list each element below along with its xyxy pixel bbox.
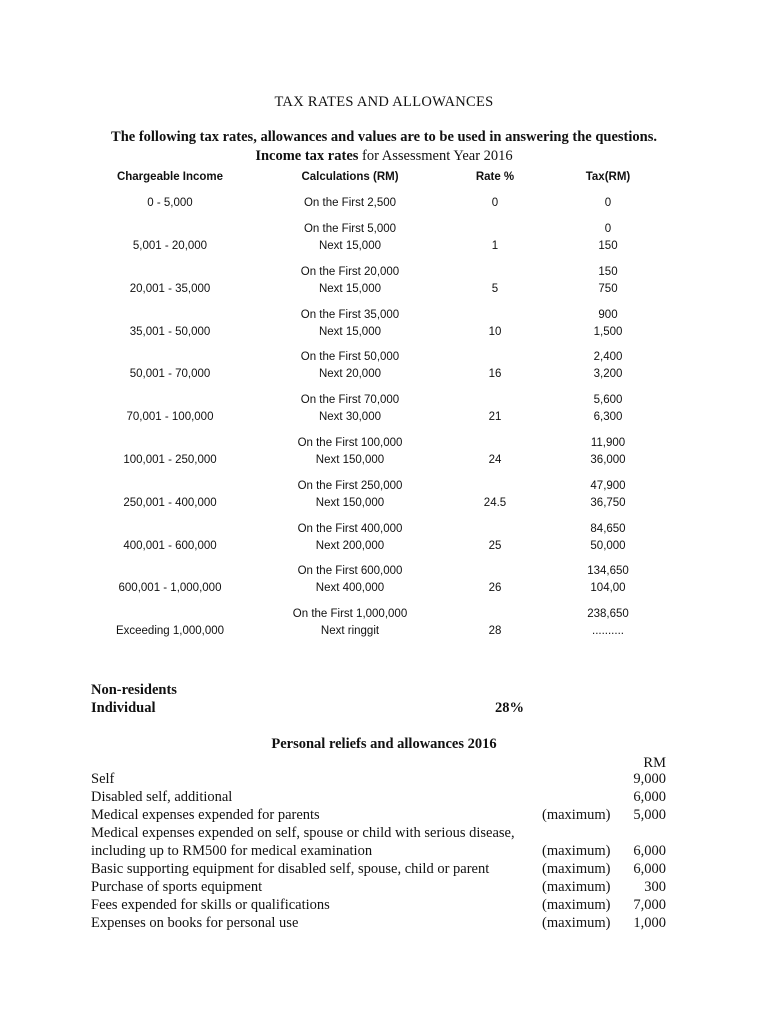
income-band: 250,001 - 400,000 [123,496,217,509]
non-residents-label: Non-residents [91,682,177,698]
header-tax: Tax(RM) [585,171,631,183]
income-band: 0 - 5,000 [147,197,193,209]
calculation-line: On the First 5,000 [303,223,397,235]
tax-value: 11,900 [590,437,626,449]
individual-label: Individual [91,700,156,716]
relief-qualifier: (maximum) [542,915,611,931]
income-band: 600,001 - 1,000,000 [118,582,222,595]
calculation-line: Next 150,000 [315,454,385,466]
subtitle-rest: for Assessment Year 2016 [362,148,513,164]
calculation-line: On the First 50,000 [300,351,400,364]
calculation-line: Next 15,000 [318,240,381,252]
tax-value: 84,650 [590,522,626,535]
relief-label: including up to RM500 for medical examination [91,843,373,859]
relief-label: Self [91,771,115,787]
table-subtitle [0,148,768,165]
relief-qualifier: (maximum) [542,861,611,877]
income-band: 70,001 - 100,000 [126,411,214,424]
calculation-line: Next 400,000 [315,582,385,595]
relief-label: Disabled self, additional [91,789,233,805]
relief-value: 300 [644,879,666,895]
subtitle-bold: Income tax rates [255,148,359,164]
tax-value: 0 [604,197,612,209]
relief-value: 9,000 [633,771,666,787]
relief-qualifier: (maximum) [542,897,611,913]
relief-value: 7,000 [633,897,666,913]
calculation-line: On the First 20,000 [300,265,400,278]
tax-value: 36,000 [590,454,626,466]
calculation-line: Next 200,000 [315,539,385,552]
relief-label: Medical expenses expended on self, spouse or child with serious disease, [91,825,515,841]
tax-value: 47,900 [590,479,626,492]
relief-value: 5,000 [633,807,666,823]
individual-rate: 28% [495,700,524,716]
calculation-line: On the First 70,000 [300,394,400,407]
page-title: TAX RATES AND ALLOWANCES [274,94,494,110]
header-rate: Rate % [475,171,515,183]
tax-value: 238,650 [587,608,629,621]
tax-value: 900 [598,308,618,321]
income-band: Exceeding 1,000,000 [115,625,225,638]
relief-label: Expenses on books for personal use [91,915,299,931]
income-band: 20,001 - 35,000 [129,282,211,295]
rate-value: 25 [488,539,502,552]
tax-value: 2,400 [593,351,623,364]
relief-label: Medical expenses expended for parents [91,807,320,823]
tax-value: 1,500 [593,325,623,338]
relief-value: 1,000 [633,915,666,931]
header-chargeable-income: Chargeable Income [116,171,224,183]
calculation-line: On the First 250,000 [297,479,403,492]
income-band: 400,001 - 600,000 [123,539,217,552]
relief-value: 6,000 [633,789,666,805]
rate-value: 16 [488,368,502,381]
rate-value: 10 [488,325,502,338]
tax-value: 150 [598,265,618,278]
income-band: 100,001 - 250,000 [123,454,217,466]
tax-value: 5,600 [593,394,623,407]
calculation-line: On the First 600,000 [297,565,403,578]
tax-value: 150 [598,240,618,252]
intro-text: The following tax rates, allowances and values are to be used in answering the questions. [111,129,657,145]
tax-value: 6,300 [593,411,623,424]
tax-value: 0 [604,223,612,235]
header-calculations: Calculations (RM) [301,171,399,183]
relief-label: Fees expended for skills or qualifications [91,897,330,913]
reliefs-title: Personal reliefs and allowances 2016 [271,736,497,752]
relief-value: 6,000 [633,861,666,877]
relief-qualifier: (maximum) [542,879,611,895]
calculation-line: Next 15,000 [318,282,381,295]
rate-value: 26 [488,582,502,595]
income-band: 35,001 - 50,000 [129,325,211,338]
relief-label: Basic supporting equipment for disabled self, spouse, child or parent [91,861,490,877]
calculation-line: Next 15,000 [318,325,381,338]
relief-qualifier: (maximum) [542,807,611,823]
rate-value: 21 [488,411,502,424]
calculation-line: Next 150,000 [315,496,385,509]
calculation-line: On the First 400,000 [297,522,403,535]
tax-value: 134,650 [587,565,629,578]
rate-value: 5 [491,282,499,295]
tax-value: 36,750 [590,496,626,509]
tax-value: 104,00 [590,582,626,595]
tax-value: 3,200 [593,368,623,381]
rate-value: 1 [491,240,499,252]
relief-value: 6,000 [633,843,666,859]
calculation-line: On the First 100,000 [297,437,403,449]
calculation-line: Next 30,000 [318,411,381,424]
tax-value: 50,000 [590,539,626,552]
rate-value: 28 [488,625,502,638]
rate-value: 24 [488,454,502,466]
income-band: 50,001 - 70,000 [129,368,211,381]
income-band: 5,001 - 20,000 [132,240,208,252]
calculation-line: On the First 35,000 [300,308,400,321]
calculation-line: Next 20,000 [318,368,381,381]
relief-qualifier: (maximum) [542,843,611,859]
calculation-line: On the First 1,000,000 [292,608,408,621]
calculation-line: Next ringgit [320,625,380,638]
calculation-line: On the First 2,500 [303,197,397,209]
relief-label: Purchase of sports equipment [91,879,263,895]
tax-value: .......... [592,625,624,638]
tax-value: 750 [598,282,618,295]
rate-value: 24.5 [483,496,507,509]
currency-header: RM [643,755,666,771]
rate-value: 0 [491,197,499,209]
